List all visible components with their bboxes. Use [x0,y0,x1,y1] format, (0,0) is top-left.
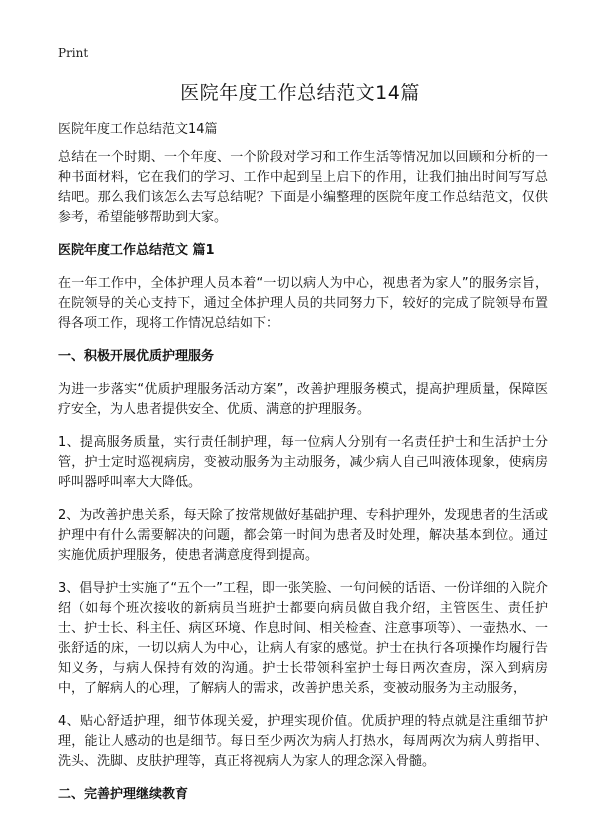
print-link[interactable]: Print [58,46,89,60]
list-item-1: 1、提高服务质量，实行责任制护理，每一位病人分别有一名责任护士和生活护士分管，护士定时巡视病房，变被动服务为主动服务，减少病人自己叫液体现象，使病房呼叫器呼叫率大大降低。 [58,435,548,490]
section-intro-paragraph: 在一年工作中，全体护理人员本着“一切以病人为中心，视患者为家人”的服务宗旨，在院领导的关心支持下，通过全体护理人员的共同努力下，较好的完成了院领导布置得各项工作，现将工作情况总结如下： [58,276,548,331]
part-intro-paragraph: 为进一步落实“优质护理服务活动方案”，改善护理服务模式，提高护理质量，保障医疗安全，为人患者提供安全、优质、满意的护理服务。 [58,382,548,417]
list-item-3: 3、倡导护士实施了“五个一”工程，即一张笑脸、一句问候的话语、一份详细的入院介绍（如每个班次接收的新病员当班护士都要向病员做自我介绍，主管医生、责任护士、护士长、科主任、病区环境、作息时间、相关检查、注意事项等）、一壶热水、一张舒适的床，一切以病人为中心，让病人有家的感觉。护士在执行各项操作均履行告知义务，与病人保持有效的沟通。护士长带领科室护士每日两次查房，深入到病房中，了解病人的心理，了解病人的需求，改善护患关系，变被动服务为主动服务， [58,581,548,696]
list-item-2: 2、为改善护患关系，每天除了按常规做好基础护理、专科护理外，发现患者的生活或护理中有什么需要解决的问题，都会第一时间为患者及时处理，解决基本到位。通过实施优质护理服务，使患者满意度得到提高。 [58,508,548,563]
section-heading: 医院年度工作总结范文 篇1 [58,243,215,258]
part-heading-1: 一、积极开展优质护理服务 [58,349,215,364]
article-subtitle: 医院年度工作总结范文14篇 [58,122,218,137]
page-title: 医院年度工作总结范文14篇 [180,82,420,104]
list-item-4: 4、贴心舒适护理，细节体现关爱，护理实现价值。优质护理的特点就是注重细节护理，能让人感动的也是细节。每日至少两次为病人打热水，每周两次为病人剪指甲、洗头、洗脚、皮肤护理等，真正将视病人为家人的理念深入骨髓。 [58,714,548,769]
article-body [58,120,548,818]
part-heading-2: 二、完善护理继续教育 [58,787,189,802]
intro-paragraph: 总结在一个时期、一个年度、一个阶段对学习和工作生活等情况加以回顾和分析的一种书面材料，它在我们的学习、工作中起到呈上启下的作用，让我们抽出时间写写总结吧。那么我们该怎么去写总结呢？下面是小编整理的医院年度工作总结范文，仅供参考，希望能够帮助到大家。 [58,150,548,225]
